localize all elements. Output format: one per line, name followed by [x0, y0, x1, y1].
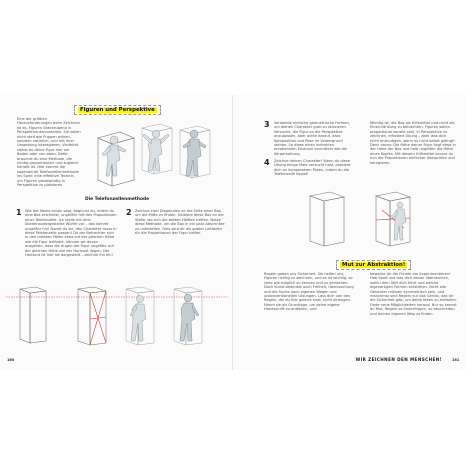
step-number-4: 4: [264, 158, 270, 167]
step-3-4-illustration: [300, 188, 430, 250]
book-gutter: [232, 95, 233, 370]
section-heading-figures: Figuren und Perspektive: [74, 105, 161, 115]
abstraction-text-col2: bewahre dir die Freude am Experimentieren! Hab Spaß und lass dich davon überraschen, wohin dein Stift dich führt und welche eigenartigen Formen entstehen. Nicht alle Gesichter müssen symmetrisch sein, und manchmal sind Regeln nur das Gerüst, das dir die Sicherheit gibt, um deine Ideen zu entfalten. Finde neue Möglichkeiten heraus! Nur so kannst du Mut, Regeln zu hinterfragen, zu beschreiten und deinen eigenen Weg zu finden.: [370, 272, 458, 316]
step-2-text: Zeichne zwei Diagonalen an die Seite einer Box, um die Mitte zu finden. Halbiere diese Box an der Stelle, wo sich die beiden Hälften treffen. Nutze diese Methode, um die Box in ein paar Abschnitte zu unterteilen. Dies wird dir als grober Leitfaden für die Proportionen der Figur helfen.: [135, 209, 225, 236]
subheading-phonebooth: Die Telefonzellenmethode: [85, 197, 150, 202]
abstraction-text-col1: Regeln geben uns Sicherheit. Sie helfen uns, Figuren richtig zu zeichnen, und es ist wichtig, so viele wie möglich zu kennen und zu verstehen. Doch Kunst bedeutet auch Freiheit, Überraschung und die Suche nach eigenen Wegen und unkonventionellen Lösungen. Lass dich von den Regeln, die du hier gelernt hast, nicht einengen. Nimm sie als Grundlage, um deine eigene Handschrift zu entfalten, und: [264, 272, 354, 312]
intro-text: Eine der größten Herausforderungen beim Zeichnen ist es, Figuren überzeugend in Perspektive darzustellen. Sie sollen nicht steif wie Puppen wirken, sondern natürlich, und mit ihrer Umgebung interagieren. Vielleicht siehst du deine Figur hier am Boden oder von oben. Dafür brauchst du eine Methode, die richtig proportioniert und zugleich korrekt ist. Hier kommt die sogenannte Telefonzellenmethode ins Spiel: eine effektive Technik, um Figuren glaubwürdig in Perspektive zu platzieren.: [17, 117, 81, 188]
step-number-1: 1: [16, 208, 22, 217]
side-text: Wichtig ist, die Box als Hilfsmittel und nicht als Einschränkung zu betrachten. Figuren sollen proportional korrekt sein, in Perspektive zu zeichnen, erfordert Übung – aber lass dich nicht entmutigen, wenn es nicht sofort gelingt! Denk daran: Die Höhe deiner Figur liegt etwa in der Höhe der Box und halb ungefähr die Höhe eines Kopfes. Mit diesem Hilfsmittel kannst du nun die Proportionen einfacher überprüfen und korrigieren.: [370, 121, 456, 165]
figures-in-boxes-illustration: [90, 116, 218, 188]
phonebooth-steps-illustration: [6, 283, 228, 353]
step-number-2: 2: [126, 208, 132, 217]
step-4-text: Zeichne deinen Charakter! Wenn du diese Übung einige Male versucht hast, probiere dich an komplexeren Posen, indem du die Telefonzelle kippst!: [274, 159, 351, 177]
step-number-3: 3: [264, 120, 270, 129]
step-3-text: Verwende einfache geometrische Formen, um deinen Charakter grob zu skizzieren. Versuche, die Figur an die Perspektive anzupassen, aber achte darauf, dass Komposition und Pose im Vordergrund stehen. So diese einen indirekten emotionalen Eindruck vermitteln wie die Körperhaltung.: [274, 121, 350, 156]
step-1-text: Wie der Name schon sagt, beginnst du, indem du eine Box zeichnest, ungefähr mit den Proportionen einer Telefonzelle. Ich stelle mir eine übereinandergestellte Würfel vor – das kommt ungefähr hin! Damit du sie, den Charakter muss in diese Telefonzelle passen! Da der Betrachter sich in den meisten Fällen etwa auf der gleichen Höhe wie die Figur befindet, können wir davon ausgehen, dass die Augen der Figur ungefähr auf der gleichen Höhe wie der Horizont liegen. Der Horizont ist hier rot dargestellt – zeichne ihn ein!: [25, 209, 117, 258]
page-number-left: 160: [7, 358, 15, 362]
section-heading-abstraction: Mut zur Abstraktion!: [336, 260, 411, 270]
running-head: WIR ZEICHNEN DEN MENSCHEN!: [355, 357, 442, 362]
page-number-right: 161: [452, 358, 460, 362]
